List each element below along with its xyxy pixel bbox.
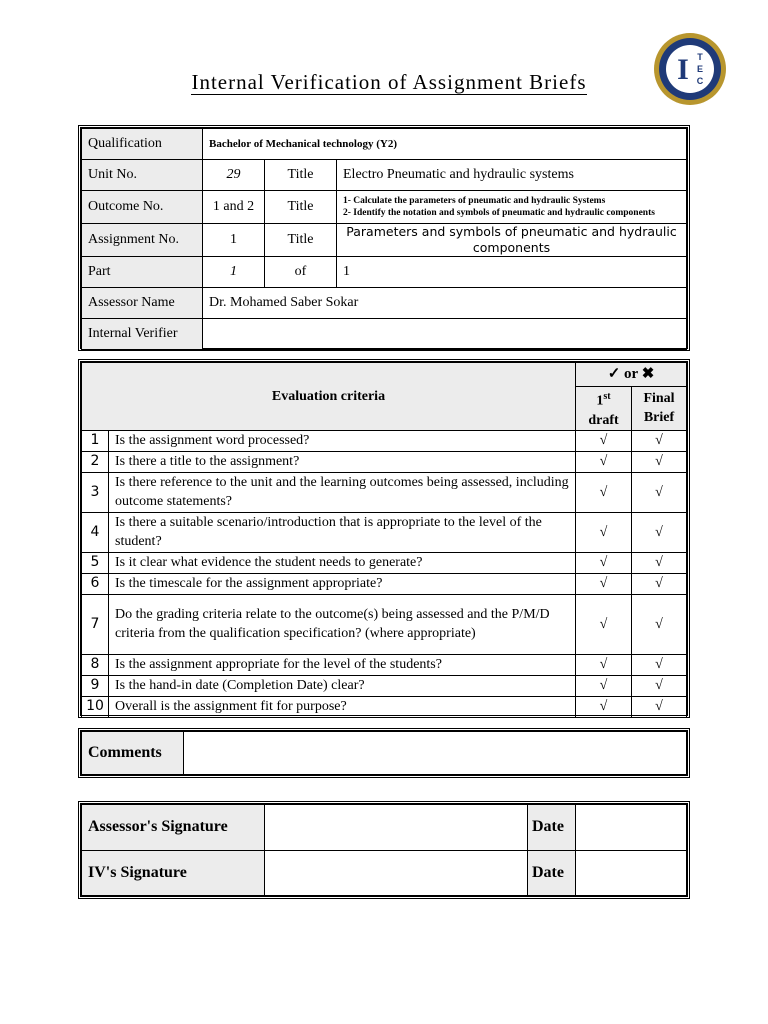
unit-label: Unit No. — [82, 160, 203, 191]
part-label: Part — [82, 257, 203, 288]
criteria-row — [82, 654, 687, 675]
criteria-text: Is there reference to the unit and the learning outcomes being assessed, including outcome statements? — [109, 472, 576, 512]
criteria-text: Is there a suitable scenario/introduction that is appropriate to the level of the student? — [109, 512, 576, 552]
first-draft-tick[interactable]: √ — [576, 451, 632, 472]
signature-table — [78, 801, 690, 899]
assessor-date-field[interactable] — [576, 805, 687, 851]
final-brief-tick[interactable]: √ — [632, 594, 687, 654]
criteria-text: Is there a title to the assignment? — [109, 451, 576, 472]
criteria-row — [82, 594, 687, 654]
tick-or-cross-header: ✓ or ✖ — [576, 363, 687, 387]
criteria-row — [82, 512, 687, 552]
criteria-row — [82, 573, 687, 594]
iv-signature-field[interactable] — [265, 850, 528, 896]
criteria-number: 7 — [82, 594, 109, 654]
criteria-number: 3 — [82, 472, 109, 512]
outcome-title-label: Title — [265, 191, 337, 224]
criteria-row — [82, 430, 687, 451]
assessor-date-label: Date — [528, 805, 576, 851]
first-draft-tick[interactable]: √ — [576, 430, 632, 451]
assessor-signature-field[interactable] — [265, 805, 528, 851]
first-draft-tick[interactable]: √ — [576, 696, 632, 717]
criteria-text: Is the hand-in date (Completion Date) clear? — [109, 675, 576, 696]
comments-label: Comments — [82, 732, 184, 775]
part-value: 1 — [203, 257, 265, 288]
outcome-value: 1 and 2 — [203, 191, 265, 224]
unit-title-label: Title — [265, 160, 337, 191]
criteria-number: 8 — [82, 654, 109, 675]
logo-letter-e: E — [696, 64, 704, 74]
logo-letter-t: T — [697, 52, 703, 62]
info-table — [78, 125, 690, 351]
criteria-number: 2 — [82, 451, 109, 472]
comments-field[interactable] — [184, 732, 687, 775]
criteria-text: Overall is the assignment fit for purpose? — [109, 696, 576, 717]
of-label: of — [265, 257, 337, 288]
first-draft-header: 1st draft — [576, 387, 632, 431]
first-draft-tick[interactable]: √ — [576, 573, 632, 594]
criteria-number: 10 — [82, 696, 109, 717]
final-brief-tick[interactable]: √ — [632, 573, 687, 594]
final-brief-tick[interactable]: √ — [632, 430, 687, 451]
criteria-row — [82, 472, 687, 512]
final-brief-tick[interactable]: √ — [632, 552, 687, 573]
final-brief-tick[interactable]: √ — [632, 512, 687, 552]
itec-logo — [653, 32, 727, 106]
comments-table — [78, 728, 690, 778]
outcome-line-1: 1- Calculate the parameters of pneumatic and hydraulic Systems — [343, 196, 606, 206]
logo-letter-c: C — [696, 76, 704, 86]
assignment-value: 1 — [203, 224, 265, 257]
final-brief-tick[interactable]: √ — [632, 675, 687, 696]
criteria-header: Evaluation criteria — [82, 363, 576, 431]
final-brief-tick[interactable]: √ — [632, 451, 687, 472]
outcome-label: Outcome No. — [82, 191, 203, 224]
assessor-name-label: Assessor Name — [82, 288, 203, 319]
logo-letter-i: I — [677, 53, 689, 86]
iv-date-label: Date — [528, 850, 576, 896]
criteria-number: 5 — [82, 552, 109, 573]
assessor-signature-label: Assessor's Signature — [82, 805, 265, 851]
qualification-label: Qualification — [82, 129, 203, 160]
first-draft-tick[interactable]: √ — [576, 472, 632, 512]
criteria-text: Is the assignment appropriate for the level of the students? — [109, 654, 576, 675]
criteria-row — [82, 696, 687, 717]
outcome-line-2: 2- Identify the notation and symbols of pneumatic and hydraulic components — [343, 208, 655, 218]
criteria-number: 4 — [82, 512, 109, 552]
criteria-number: 1 — [82, 430, 109, 451]
final-brief-tick[interactable]: √ — [632, 654, 687, 675]
assignment-title-label: Title — [265, 224, 337, 257]
assessor-name-value: Dr. Mohamed Saber Sokar — [203, 288, 687, 319]
assignment-label: Assignment No. — [82, 224, 203, 257]
criteria-text: Is the assignment word processed? — [109, 430, 576, 451]
criteria-number: 6 — [82, 573, 109, 594]
iv-date-field[interactable] — [576, 850, 687, 896]
first-draft-tick[interactable]: √ — [576, 512, 632, 552]
first-draft-tick[interactable]: √ — [576, 552, 632, 573]
final-brief-header: Final Brief — [632, 387, 687, 431]
iv-signature-label: IV's Signature — [82, 850, 265, 896]
criteria-table — [78, 359, 690, 718]
criteria-text: Is it clear what evidence the student needs to generate? — [109, 552, 576, 573]
unit-title-value: Electro Pneumatic and hydraulic systems — [337, 160, 687, 191]
unit-value: 29 — [203, 160, 265, 191]
criteria-row — [82, 675, 687, 696]
page-title: Internal Verification of Assignment Briefs — [191, 70, 587, 94]
internal-verifier-value[interactable] — [203, 319, 687, 350]
internal-verifier-label: Internal Verifier — [82, 319, 203, 350]
final-brief-tick[interactable]: √ — [632, 696, 687, 717]
criteria-row — [82, 451, 687, 472]
criteria-text: Do the grading criteria relate to the outcome(s) being assessed and the P/M/D criteria from the qualification specification? (where appropriate) — [109, 594, 576, 654]
criteria-row — [82, 552, 687, 573]
criteria-text: Is the timescale for the assignment appropriate? — [109, 573, 576, 594]
final-brief-tick[interactable]: √ — [632, 472, 687, 512]
of-value: 1 — [337, 257, 687, 288]
outcome-title-value — [337, 191, 687, 224]
first-draft-tick[interactable]: √ — [576, 675, 632, 696]
assignment-title-value: Parameters and symbols of pneumatic and hydraulic components — [337, 224, 687, 257]
criteria-number: 9 — [82, 675, 109, 696]
first-draft-tick[interactable]: √ — [576, 654, 632, 675]
first-draft-tick[interactable]: √ — [576, 594, 632, 654]
qualification-value: Bachelor of Mechanical technology (Y2) — [203, 129, 687, 160]
